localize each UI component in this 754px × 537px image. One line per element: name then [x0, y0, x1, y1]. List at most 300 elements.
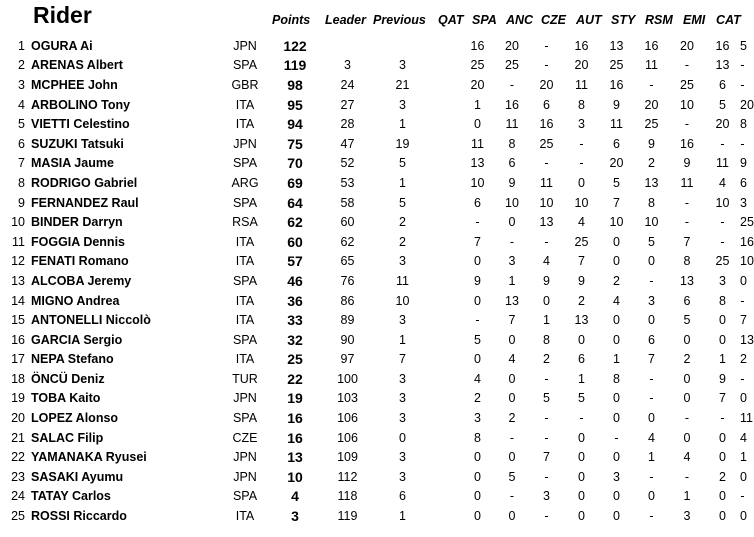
race-result-anc: -: [544, 58, 549, 73]
leader-gap-cell: 90: [340, 332, 355, 347]
race-result-cze: 0: [578, 450, 585, 465]
previous-gap-cell: 3: [399, 371, 406, 386]
race-result-spa: 2: [508, 411, 516, 426]
race-result-spa: 10: [505, 195, 519, 210]
race-result-cat: 10: [740, 254, 754, 269]
race-result-cze: 2: [578, 293, 585, 308]
race-result-anc: 8: [543, 332, 550, 347]
race-result-spa: -: [509, 77, 515, 92]
race-result-cze: 7: [578, 254, 585, 269]
race-result-aut: 5: [613, 175, 620, 190]
race-result-cat: 13: [740, 332, 754, 347]
race-result-cze: -: [579, 156, 584, 171]
points-cell: 69: [287, 174, 303, 191]
previous-gap-cell: 3: [399, 391, 406, 406]
country-cell: JPN: [233, 450, 257, 465]
race-result-cat: 5: [740, 38, 747, 53]
race-result-emi: 20: [715, 117, 730, 132]
race-result-cze: 0: [578, 430, 585, 445]
race-result-anc: -: [544, 509, 549, 524]
points-cell: 119: [283, 57, 307, 74]
race-result-aut: 4: [613, 293, 620, 308]
race-result-emi: 1: [719, 352, 726, 367]
race-result-anc: 3: [543, 489, 550, 504]
race-result-aut: 8: [613, 371, 620, 386]
points-cell: 64: [287, 194, 303, 211]
race-result-cze: 3: [578, 117, 585, 132]
race-result-spa: 0: [508, 391, 516, 406]
leader-gap-cell: 103: [337, 391, 358, 406]
race-result-aut: 20: [609, 156, 624, 171]
rider-name-cell: YAMANAKA Ryusei: [31, 450, 147, 465]
country-cell: ITA: [235, 97, 255, 112]
table-row: [0, 389, 745, 409]
race-result-spa: 4: [508, 352, 516, 367]
position-cell: 24: [11, 489, 25, 504]
country-cell: ARG: [231, 175, 259, 190]
race-result-aut: 6: [613, 136, 620, 151]
country-cell: ITA: [235, 117, 255, 132]
race-result-qat: 7: [474, 234, 481, 249]
rider-name-cell: TATAY Carlos: [31, 489, 111, 504]
points-cell: 60: [287, 233, 303, 250]
position-cell: 8: [18, 175, 25, 190]
previous-gap-cell: 1: [399, 117, 406, 132]
race-result-cze: 0: [578, 509, 585, 524]
race-result-spa: 8: [508, 136, 516, 151]
country-cell: SPA: [232, 58, 258, 73]
rider-name-cell: ALCOBA Jeremy: [31, 273, 132, 288]
leader-gap-cell: 60: [340, 215, 355, 230]
rider-name-cell: MIGNO Andrea: [31, 293, 120, 308]
race-result-cze: 6: [578, 352, 585, 367]
points-cell: 22: [287, 370, 303, 387]
race-result-qat: 0: [474, 450, 481, 465]
table-row: [0, 252, 745, 272]
race-heading-anc: ANC: [506, 13, 534, 27]
race-result-spa: 11: [505, 117, 519, 132]
position-cell: 12: [11, 254, 25, 269]
race-result-emi: 5: [719, 97, 726, 112]
race-result-cat: 11: [740, 411, 753, 426]
position-cell: 23: [11, 469, 25, 484]
race-result-sty: -: [649, 509, 654, 524]
race-result-rsm: 8: [683, 254, 691, 269]
race-result-rsm: 2: [683, 352, 691, 367]
table-row: [0, 56, 745, 76]
race-result-rsm: 25: [680, 77, 694, 92]
table-row: [0, 291, 745, 311]
country-cell: TUR: [232, 371, 258, 386]
race-result-emi: 3: [719, 273, 726, 288]
spacer-cell: [430, 271, 460, 291]
rider-name-cell: RODRIGO Gabriel: [31, 175, 138, 190]
rider-name-cell: ARBOLINO Tony: [31, 97, 131, 112]
race-result-spa: 1: [508, 273, 516, 288]
race-result-emi: -: [720, 136, 725, 151]
spacer-cell: [430, 467, 460, 487]
race-result-spa: 0: [508, 509, 516, 524]
spacer-cell: [430, 310, 460, 330]
race-result-sty: 5: [648, 234, 655, 249]
leader-gap-cell: 106: [337, 411, 358, 426]
race-result-emi: -: [720, 215, 725, 230]
race-result-spa: 3: [508, 254, 516, 269]
spacer-cell: [430, 428, 460, 448]
race-result-cat: -: [740, 136, 745, 151]
points-cell: 57: [287, 253, 303, 270]
race-result-sty: 25: [644, 117, 659, 132]
race-result-aut: 0: [613, 391, 620, 406]
rider-name-cell: FENATI Romano: [31, 254, 129, 269]
race-result-rsm: 1: [683, 489, 691, 504]
race-result-qat: 0: [474, 293, 481, 308]
country-cell: ITA: [235, 254, 255, 269]
previous-gap-cell: 1: [399, 509, 406, 524]
points-cell: 4: [291, 488, 299, 505]
table-row: [0, 114, 745, 134]
race-result-rsm: -: [684, 469, 690, 484]
points-cell: 16: [287, 410, 303, 427]
points-cell: 75: [287, 135, 303, 152]
race-result-rsm: 16: [680, 136, 694, 151]
race-result-cat: 20: [740, 97, 754, 112]
previous-gap-cell: 10: [395, 293, 410, 308]
standings-table: [0, 36, 754, 526]
position-cell: 11: [12, 234, 25, 249]
rider-name-cell: ROSSI Riccardo: [31, 509, 127, 524]
table-row: [0, 193, 745, 213]
race-result-spa: 5: [508, 469, 516, 484]
previous-gap-cell: 0: [399, 430, 406, 445]
race-result-cat: 7: [740, 313, 747, 328]
race-result-sty: 4: [648, 430, 655, 445]
race-result-cze: 5: [578, 391, 585, 406]
table-row: [0, 330, 745, 350]
leader-gap-cell: 112: [337, 469, 358, 484]
race-result-anc: 5: [543, 391, 550, 406]
spacer-cell: [430, 506, 460, 526]
table-row: [0, 447, 745, 467]
race-result-emi: 0: [719, 489, 726, 504]
rider-name-cell: FOGGIA Dennis: [31, 234, 125, 249]
race-result-sty: 13: [644, 175, 659, 190]
rider-name-cell: MCPHEE John: [31, 77, 118, 92]
race-result-aut: 25: [609, 58, 624, 73]
race-heading-cze: CZE: [541, 13, 566, 27]
race-result-spa: -: [509, 489, 515, 504]
spacer-cell: [430, 369, 460, 389]
leader-gap-cell: 27: [340, 97, 355, 112]
race-result-emi: 25: [715, 254, 730, 269]
previous-gap-cell: 2: [399, 215, 406, 230]
table-row: [0, 428, 745, 448]
race-result-qat: 0: [474, 509, 481, 524]
race-heading-spa: SPA: [472, 13, 497, 27]
race-result-sty: 11: [645, 58, 658, 73]
table-row: [0, 369, 745, 389]
race-result-rsm: 0: [683, 371, 691, 386]
race-result-cze: 1: [578, 371, 585, 386]
race-result-sty: 3: [648, 293, 655, 308]
race-result-qat: 3: [474, 411, 481, 426]
race-heading-aut: AUT: [576, 13, 602, 27]
table-row: [0, 487, 745, 507]
race-result-emi: 11: [716, 156, 729, 171]
race-result-qat: 11: [471, 136, 484, 151]
previous-gap-cell: 11: [396, 273, 409, 288]
spacer-cell: [430, 330, 460, 350]
race-result-anc: -: [544, 411, 549, 426]
race-result-aut: 0: [613, 509, 620, 524]
race-result-cat: 0: [740, 509, 747, 524]
race-result-anc: -: [544, 430, 549, 445]
race-result-emi: 7: [719, 391, 726, 406]
race-result-cat: -: [740, 77, 745, 92]
position-cell: 2: [18, 58, 25, 73]
spacer-cell: [430, 95, 460, 115]
race-result-anc: -: [544, 38, 549, 53]
race-result-anc: 2: [543, 352, 550, 367]
race-result-qat: 13: [470, 156, 485, 171]
race-result-qat: 0: [474, 117, 481, 132]
race-result-rsm: 0: [683, 430, 691, 445]
country-cell: ITA: [235, 313, 255, 328]
leader-gap-cell: 118: [337, 489, 358, 504]
race-result-sty: 0: [648, 313, 655, 328]
spacer-cell: [430, 447, 460, 467]
points-cell: 16: [287, 429, 303, 446]
rider-name-cell: BINDER Darryn: [31, 215, 123, 230]
rider-heading: Rider: [33, 2, 92, 28]
race-result-cat: 4: [740, 430, 747, 445]
spacer-cell: [430, 36, 460, 56]
race-result-spa: 0: [508, 450, 516, 465]
leader-gap-cell: 106: [337, 430, 358, 445]
race-result-emi: 2: [719, 469, 726, 484]
previous-gap-cell: 5: [399, 195, 406, 210]
leader-gap-cell: 58: [340, 195, 355, 210]
race-heading-emi: EMI: [683, 13, 706, 27]
race-result-aut: 2: [613, 273, 620, 288]
race-heading-rsm: RSM: [645, 13, 673, 27]
race-result-sty: 1: [648, 450, 655, 465]
race-result-rsm: -: [684, 58, 690, 73]
race-result-sty: -: [649, 273, 654, 288]
leader-gap-cell: 62: [340, 234, 355, 249]
race-result-cat: 0: [740, 391, 747, 406]
leader-gap-cell: 52: [340, 156, 355, 171]
race-heading-qat: QAT: [438, 13, 464, 27]
position-cell: 1: [18, 38, 25, 53]
race-result-cze: 0: [578, 332, 585, 347]
race-result-spa: 0: [508, 371, 516, 386]
country-cell: ITA: [235, 293, 255, 308]
race-result-cat: 8: [740, 117, 747, 132]
leader-gap-cell: [320, 36, 375, 56]
race-result-sty: -: [649, 77, 654, 92]
race-result-aut: 3: [613, 469, 620, 484]
country-cell: GBR: [231, 77, 259, 92]
table-row: [0, 36, 745, 56]
country-cell: JPN: [233, 38, 257, 53]
previous-gap-cell: 7: [399, 352, 406, 367]
rider-name-cell: GARCIA Sergio: [31, 332, 123, 347]
race-result-rsm: -: [684, 411, 690, 426]
race-result-sty: -: [649, 371, 654, 386]
previous-heading: Previous: [373, 13, 426, 27]
race-result-sty: 0: [648, 254, 655, 269]
position-cell: 6: [18, 136, 25, 151]
race-result-aut: 0: [613, 234, 620, 249]
race-result-cze: 16: [574, 38, 589, 53]
race-result-aut: 9: [613, 97, 620, 112]
race-result-emi: 0: [719, 313, 726, 328]
race-result-anc: 11: [540, 175, 553, 190]
position-cell: 19: [11, 391, 25, 406]
rider-name-cell: LOPEZ Alonso: [31, 411, 119, 426]
race-result-cze: 0: [578, 469, 585, 484]
rider-name-cell: VIETTI Celestino: [31, 117, 130, 132]
race-result-qat: 0: [474, 469, 481, 484]
race-result-qat: 0: [474, 254, 481, 269]
race-result-emi: 0: [719, 430, 726, 445]
position-cell: 18: [11, 371, 25, 386]
position-cell: 13: [11, 273, 25, 288]
country-cell: JPN: [233, 469, 257, 484]
rider-name-cell: ANTONELLI Niccolò: [31, 313, 151, 328]
race-result-qat: 8: [474, 430, 481, 445]
leader-gap-cell: 86: [340, 293, 355, 308]
race-result-rsm: -: [684, 215, 690, 230]
race-result-sty: 7: [648, 352, 655, 367]
race-result-rsm: 4: [683, 450, 691, 465]
previous-gap-cell: 3: [399, 313, 406, 328]
race-result-rsm: 10: [680, 97, 694, 112]
rider-name-cell: FERNANDEZ Raul: [31, 195, 139, 210]
leader-heading: Leader: [325, 13, 366, 27]
race-result-emi: 13: [715, 58, 730, 73]
race-result-aut: 1: [613, 352, 620, 367]
country-cell: JPN: [233, 391, 257, 406]
table-row: [0, 134, 745, 154]
points-cell: 10: [287, 468, 303, 485]
race-result-cat: 2: [740, 352, 747, 367]
spacer-cell: [430, 232, 460, 252]
race-result-spa: 0: [508, 215, 516, 230]
race-result-cze: -: [579, 411, 584, 426]
table-row: [0, 75, 745, 95]
country-cell: RSA: [232, 215, 258, 230]
previous-gap-cell: 5: [399, 156, 406, 171]
race-result-emi: 0: [719, 450, 726, 465]
leader-gap-cell: 3: [344, 58, 351, 73]
table-row: [0, 467, 745, 487]
previous-gap-cell: 6: [399, 489, 406, 504]
country-cell: ITA: [235, 509, 255, 524]
position-cell: 14: [11, 293, 25, 308]
race-result-spa: 9: [508, 175, 516, 190]
race-result-rsm: -: [684, 195, 690, 210]
race-result-rsm: 3: [683, 509, 691, 524]
race-result-cat: -: [740, 489, 745, 504]
points-cell: 98: [287, 76, 303, 93]
rider-name-cell: SUZUKI Tatsuki: [31, 136, 124, 151]
spacer-cell: [430, 193, 460, 213]
rider-name-cell: SALAC Filip: [31, 430, 104, 445]
race-result-sty: 0: [648, 489, 655, 504]
race-result-sty: 2: [648, 156, 655, 171]
race-result-cze: 10: [574, 195, 589, 210]
country-cell: ITA: [235, 234, 255, 249]
table-row: [0, 408, 745, 428]
race-result-anc: 6: [543, 97, 550, 112]
spacer-cell: [430, 75, 460, 95]
race-result-cze: 0: [578, 489, 585, 504]
previous-gap-cell: 19: [395, 136, 410, 151]
race-result-anc: 4: [543, 254, 550, 269]
race-result-cze: 4: [578, 215, 585, 230]
race-result-aut: 10: [609, 215, 624, 230]
points-cell: 95: [287, 96, 303, 113]
race-result-rsm: 20: [680, 38, 694, 53]
race-result-anc: 20: [539, 77, 554, 92]
race-result-cze: 0: [578, 175, 585, 190]
race-result-anc: 10: [539, 195, 554, 210]
race-result-rsm: 13: [680, 273, 694, 288]
race-result-spa: -: [509, 234, 515, 249]
race-result-rsm: 9: [683, 156, 691, 171]
race-result-spa: 6: [508, 156, 516, 171]
spacer-cell: [430, 389, 460, 409]
spacer-cell: [430, 154, 460, 174]
race-result-qat: 5: [474, 332, 481, 347]
race-result-spa: 20: [505, 38, 519, 53]
previous-gap-cell: 3: [399, 411, 406, 426]
race-result-sty: -: [649, 469, 654, 484]
race-result-cat: 3: [740, 195, 747, 210]
race-result-rsm: 0: [683, 332, 691, 347]
leader-gap-cell: 100: [337, 371, 358, 386]
leader-gap-cell: 76: [340, 273, 355, 288]
race-result-cat: 9: [740, 156, 747, 171]
rider-name-cell: TOBA Kaito: [31, 391, 101, 406]
leader-gap-cell: 119: [337, 509, 358, 524]
previous-gap-cell: 3: [399, 254, 406, 269]
points-cell: 94: [287, 116, 303, 133]
race-result-anc: -: [544, 234, 549, 249]
table-row: [0, 95, 745, 115]
spacer-cell: [430, 252, 460, 272]
previous-gap-cell: 2: [399, 234, 406, 249]
points-cell: 122: [283, 37, 307, 54]
race-result-cze: 25: [574, 234, 589, 249]
position-cell: 25: [11, 509, 25, 524]
country-cell: JPN: [233, 136, 257, 151]
race-heading-cat: CAT: [716, 13, 741, 27]
position-cell: 3: [18, 77, 25, 92]
race-result-cze: 20: [574, 58, 589, 73]
race-result-qat: 10: [470, 175, 485, 190]
race-result-qat: 0: [474, 489, 481, 504]
race-result-spa: 16: [505, 97, 519, 112]
points-cell: 46: [287, 272, 303, 289]
race-result-spa: 25: [505, 58, 519, 73]
rider-name-cell: OGURA Ai: [31, 38, 93, 53]
race-result-anc: 13: [539, 215, 554, 230]
table-row: [0, 232, 745, 252]
rider-name-cell: SASAKI Ayumu: [31, 469, 124, 484]
